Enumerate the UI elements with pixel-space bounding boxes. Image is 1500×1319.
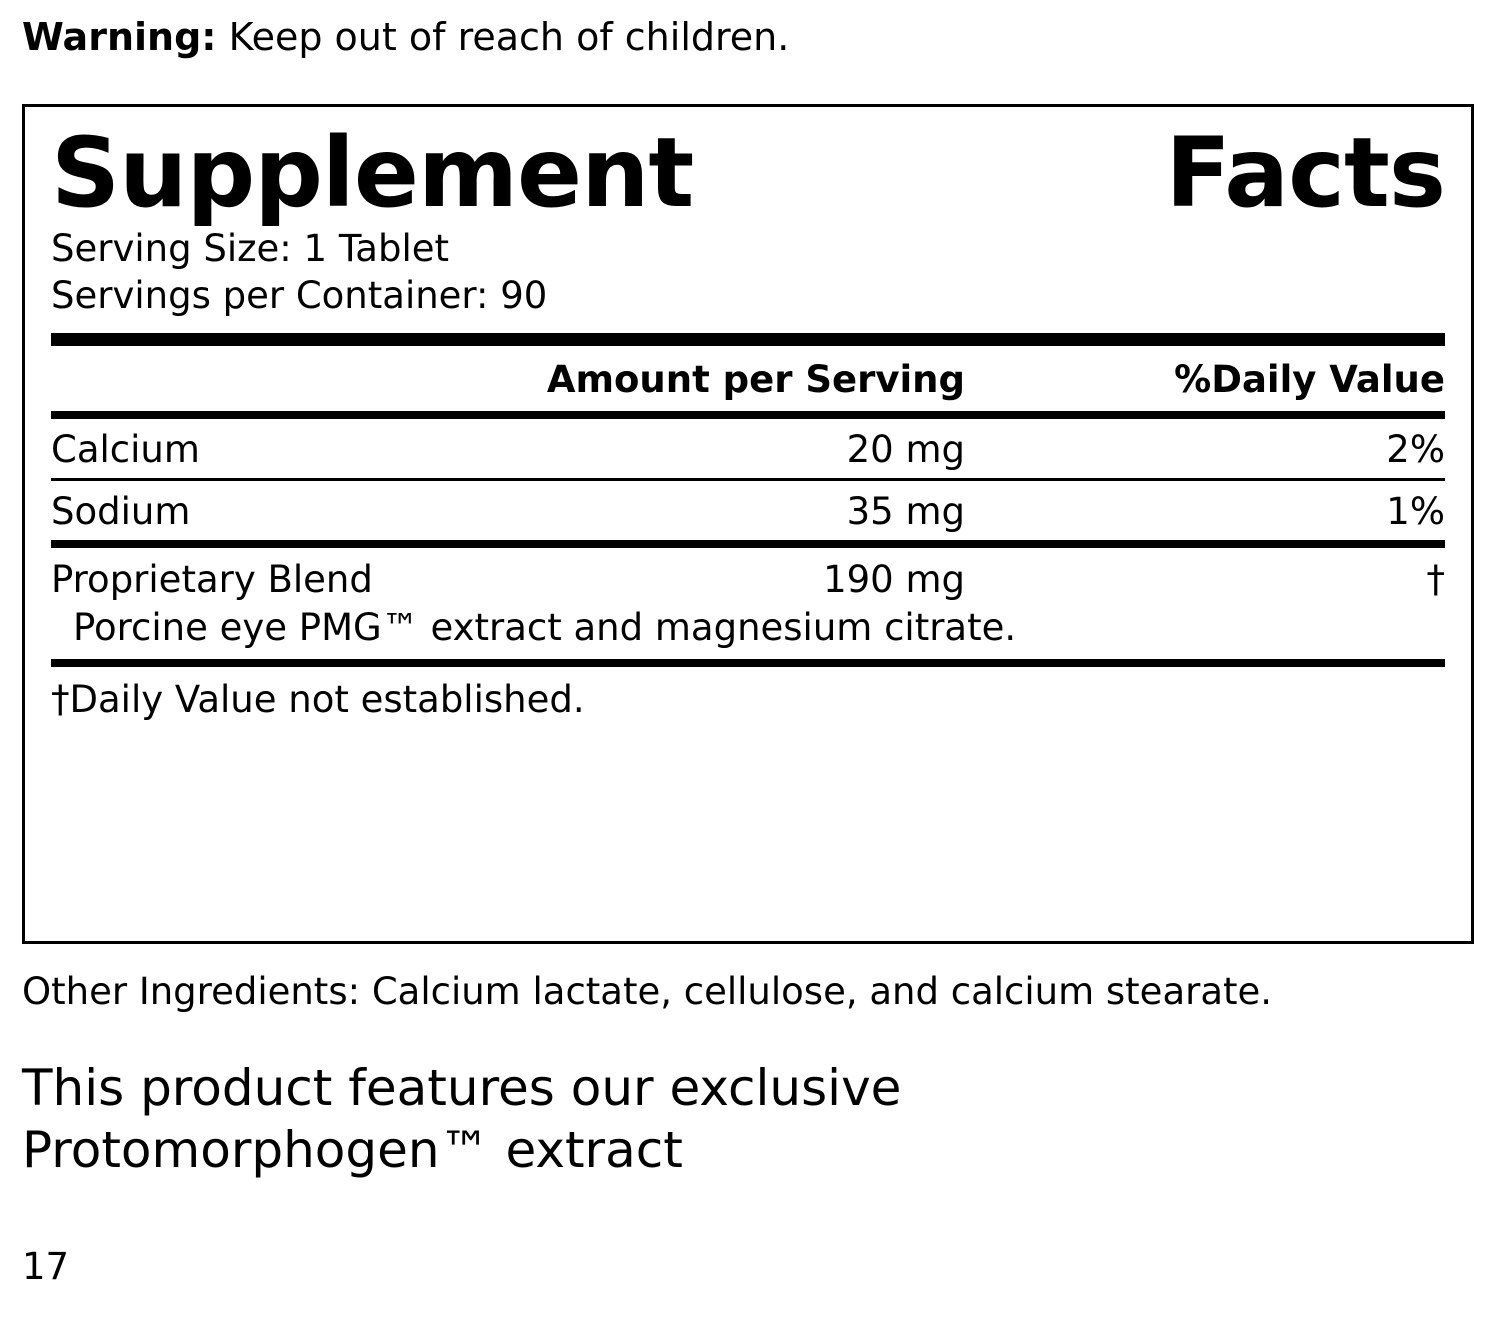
rule-above-blend [51, 540, 1445, 548]
nutrient-name: Sodium [51, 490, 191, 533]
title-supplement: Supplement [51, 117, 694, 229]
feature-statement: This product features our exclusive Protomorphogen™ extract [22, 1059, 902, 1179]
serving-size: Serving Size: 1 Tablet [51, 227, 450, 270]
table-row [51, 480, 1445, 541]
nutrient-dv: 2% [1115, 419, 1445, 480]
header-daily-value: %Daily Value [1174, 358, 1445, 401]
supplement-facts-panel [22, 104, 1474, 944]
header-amount-per-serving: Amount per Serving [546, 358, 965, 401]
nutrient-rows [51, 419, 1445, 540]
warning-text: Keep out of reach of children. [216, 15, 790, 59]
rule-top [51, 333, 1445, 346]
proprietary-blend-table [51, 548, 1445, 603]
header-nutrient [51, 346, 545, 411]
blend-description: Porcine eye PMG™ extract and magnesium citrate. [73, 606, 1017, 649]
other-ingredients: Other Ingredients: Calcium lactate, cellulose, and calcium stearate. [22, 970, 1273, 1013]
page-number: 17 [22, 1245, 70, 1288]
table-row [51, 548, 1445, 603]
nutrient-amount: 35 mg [846, 490, 965, 533]
table-row [51, 419, 1445, 480]
blend-name: Proprietary Blend [51, 558, 373, 601]
warning-label: Warning: [22, 15, 217, 59]
title-facts: Facts [1165, 117, 1445, 229]
servings-per-container: Servings per Container: 90 [51, 274, 548, 317]
nutrition-table [51, 346, 1445, 411]
nutrient-name: Calcium [51, 419, 545, 480]
nutrient-dv: 1% [1386, 490, 1445, 533]
blend-amount: 190 mg [823, 558, 965, 601]
warning-line [22, 14, 789, 60]
table-header-row [51, 346, 1445, 411]
supplement-facts-title [51, 117, 1445, 229]
nutrient-amount: 20 mg [545, 419, 1115, 480]
rule-under-header [51, 411, 1445, 419]
blend-dv: † [1426, 558, 1445, 601]
rule-below-blend [51, 659, 1445, 667]
daily-value-footnote: †Daily Value not established. [51, 678, 585, 721]
